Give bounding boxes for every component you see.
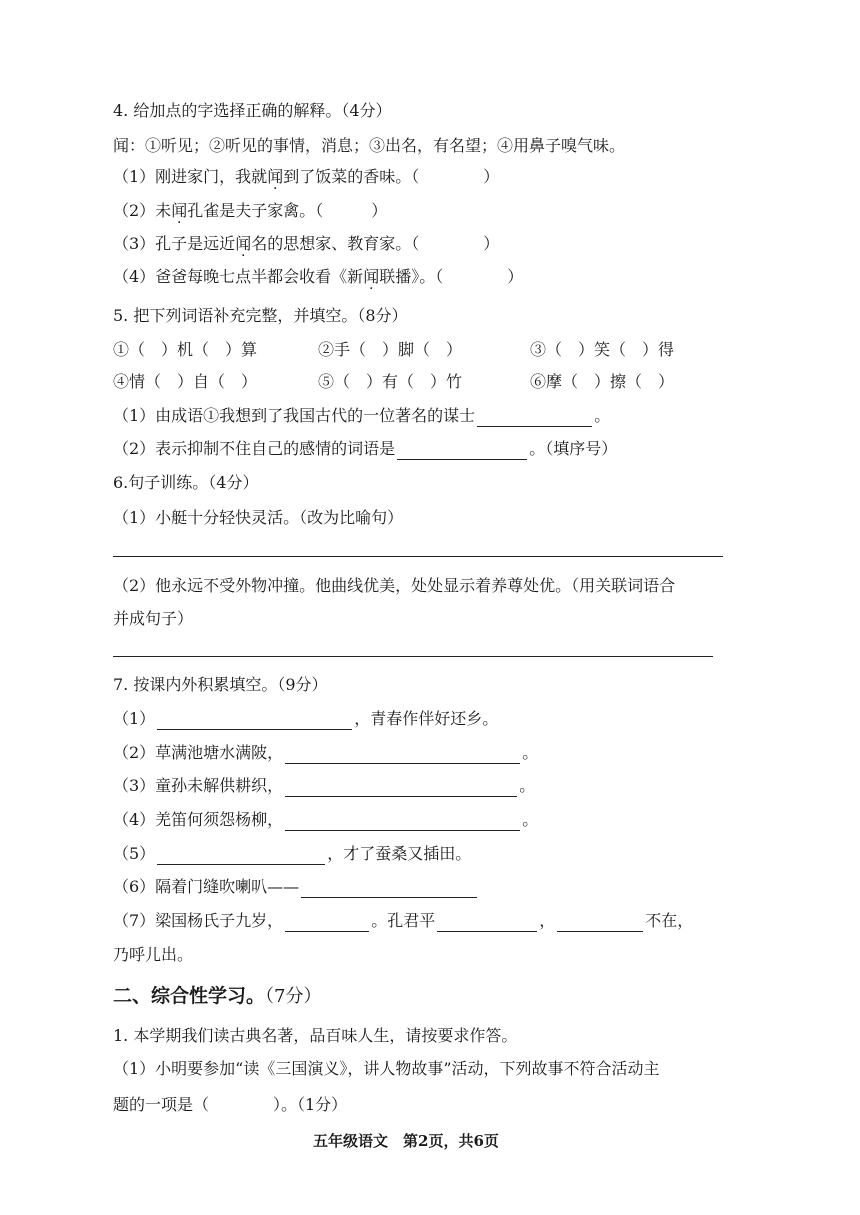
q5-sub-2: （2）表示抑制不住自己的感情的词语是 。（填序号） [113,439,618,458]
s2-q1: 1. 本学期我们读古典名著，品百味人生，请按要求作答。 [113,1026,518,1045]
q7-line-3: （3）童孙未解供耕织， 。 [113,776,536,795]
q7-line-4: （4）羌笛何须怨杨柳， 。 [113,810,539,829]
page-footer: 五年级语文 第2页，共6页 [313,1132,499,1150]
q7-line-2: （2）草满池塘水满陂， 。 [113,743,539,762]
dotted-char: 闻 [363,267,380,286]
dotted-char: 闻 [267,167,284,186]
answer-blank[interactable] [285,745,520,764]
dotted-char: 闻 [235,234,252,253]
q6-sentence-2b: 并成句子） [113,609,194,628]
q5-title: 5. 把下列词语补充完整，并填空。（8分） [113,306,408,325]
q7-line-7: （7）梁国杨氏子九岁， 。孔君平 ， 不在， [113,911,694,930]
q4-item-2: （2）未闻孔雀是夫子家禽。（ ） [113,201,388,220]
q4-definitions: 闻：①听见；②听见的事情，消息；③出名，有名望；④用鼻子嗅气味。 [113,136,626,155]
q7-line-6: （6）隔着门缝吹喇叭—— [113,876,479,898]
answer-blank[interactable] [285,778,517,797]
s2-q1-1a: （1）小明要参加“读《三国演义》，讲人物故事”活动，下列故事不符合活动主 [113,1059,660,1078]
q6-sentence-2a: （2）他永远不受外物冲撞。他曲线优美，处处显示着养尊处优。（用关联词语合 [113,576,676,595]
q7-line-5: （5） ，才了蚕桑又插田。 [113,844,472,863]
answer-blank[interactable] [437,913,537,932]
q4-item-3: （3）孔子是远近闻名的思想家、教育家。（ ） [113,234,500,253]
answer-line[interactable] [113,656,713,657]
answer-blank[interactable] [285,812,520,831]
answer-blank[interactable] [301,879,477,898]
answer-blank[interactable] [477,408,592,427]
s2-q1-1b: 题的一项是（ ）。（1分） [113,1095,348,1114]
q6-sentence-1: （1）小艇十分轻快灵活。（改为比喻句） [113,508,404,527]
q6-title: 6.句子训练。（4分） [113,473,259,492]
q4-item-1: （1）刚进家门，我就闻到了饭菜的香味。（ ） [113,167,500,186]
q5-row2-b: ⑤（ ）有（ ）竹 [318,372,463,391]
q5-row2-c: ⑥摩（ ）擦（ ） [530,372,675,391]
answer-blank[interactable] [397,441,527,460]
section-2-heading: 二、综合性学习。（7分） [113,985,322,1007]
q7-title: 7. 按课内外积累填空。（9分） [113,675,328,694]
q7-line-7-cont: 乃呼儿出。 [113,945,194,964]
answer-line[interactable] [113,556,723,557]
answer-blank[interactable] [157,711,352,730]
q5-row1-b: ②手（ ）脚（ ） [318,340,463,359]
q5-sub-1: （1）由成语①我想到了我国古代的一位著名的谋士 。 [113,406,611,425]
dotted-char: 闻 [171,201,188,220]
answer-blank[interactable] [557,913,643,932]
answer-blank[interactable] [157,846,325,865]
q4-item-4: （4）爸爸每晚七点半都会收看《新闻联播》。（ ） [113,267,524,286]
answer-blank[interactable] [285,913,369,932]
q7-line-1: （1） ，青春作伴好还乡。 [113,709,499,728]
q5-row2-a: ④情（ ）自（ ） [113,372,258,391]
q4-title: 4. 给加点的字选择正确的解释。（4分） [113,101,392,120]
q5-row1-a: ①（ ）机（ ）算 [113,340,258,359]
q5-row1-c: ③（ ）笑（ ）得 [530,340,675,359]
